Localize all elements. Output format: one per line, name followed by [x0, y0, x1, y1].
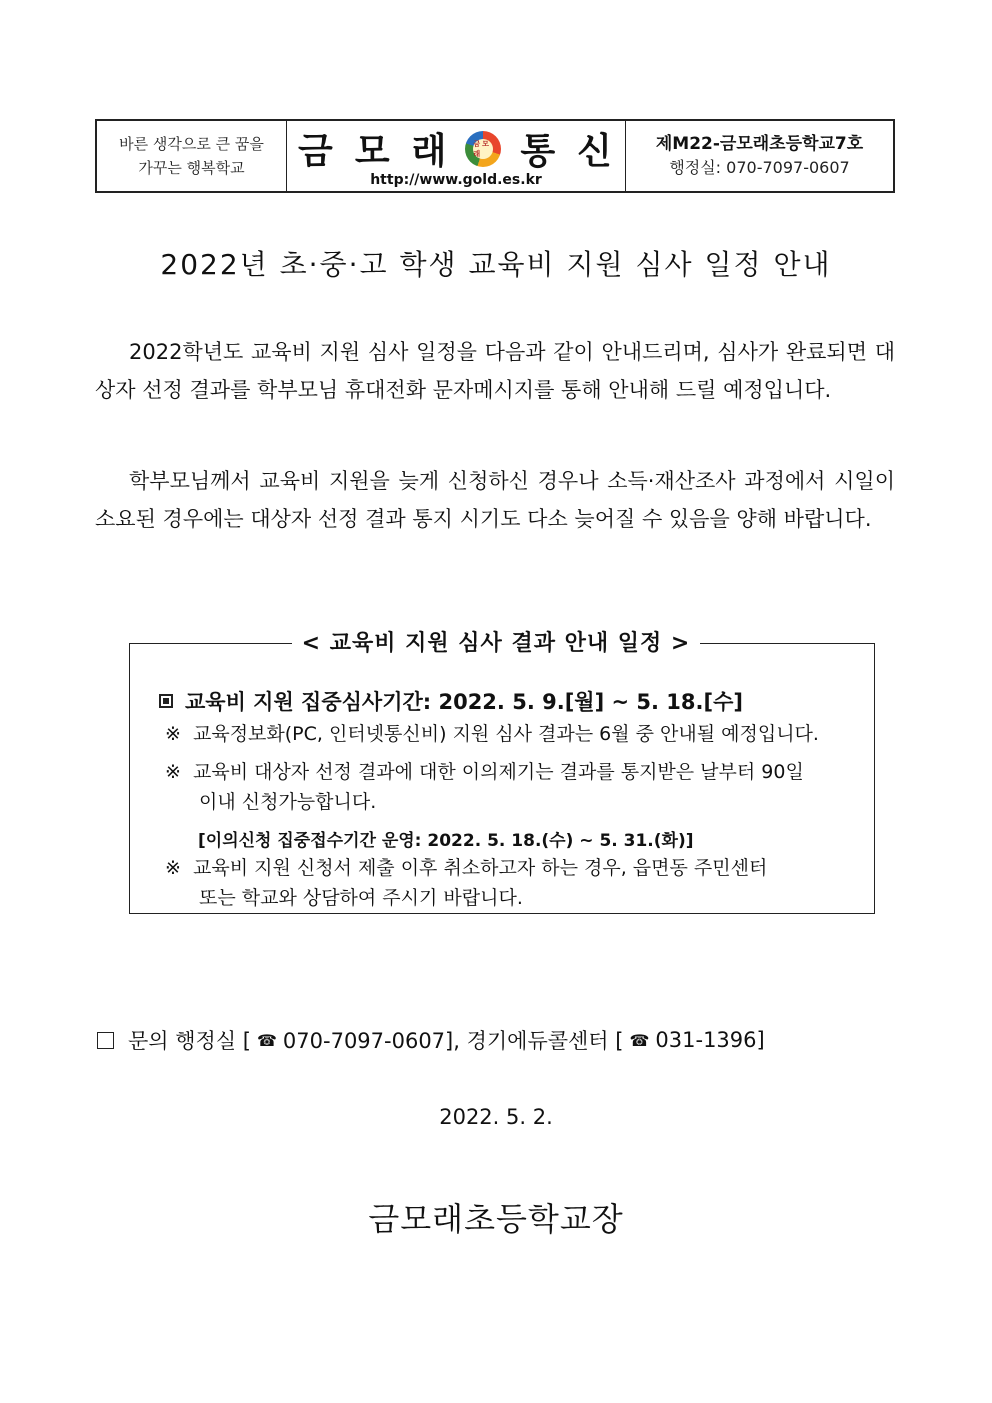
office-phone: 행정실: 070-7097-0607 [669, 158, 850, 177]
contact-phone-1: 070-7097-0607], 경기에듀콜센터 [ [282, 1029, 624, 1053]
masthead-char: 모 [354, 131, 392, 172]
masthead-char: 통 [520, 131, 558, 172]
reference-mark: ※ [165, 723, 181, 745]
note-3-line-2: 또는 학교와 상담하여 주시기 바랍니다. [199, 887, 523, 909]
school-url[interactable]: http://www.gold.es.kr [370, 172, 542, 188]
note-1 [165, 719, 819, 749]
phone-icon: ☎ [256, 1030, 277, 1050]
logo-text: 금모래 [473, 139, 493, 159]
issue-number: 제M22-금모래초등학교7호 [655, 134, 864, 154]
schedule-title [0, 626, 992, 657]
slogan-line-2: 가꾸는 행복학교 [138, 159, 245, 177]
issue-info [626, 121, 893, 191]
contact-label: 문의 행정실 [ [128, 1029, 251, 1053]
slogan-line-1: 바른 생각으로 큰 꿈을 [119, 135, 264, 153]
reference-mark: ※ [165, 857, 181, 879]
note-3-line-1: 교육비 지원 신청서 제출 이후 취소하고자 하는 경우, 읍면동 주민센터 [193, 857, 768, 879]
schedule-title-text: < 교육비 지원 심사 결과 안내 일정 > [292, 631, 701, 656]
masthead-char: 신 [577, 131, 614, 172]
schedule-main-text: 교육비 지원 집중심사기간: 2022. 5. 9.[월] ~ 5. 18.[수] [185, 690, 743, 714]
newsletter-header [95, 119, 895, 193]
paragraph-2-text: 학부모님께서 교육비 지원을 늦게 신청하신 경우나 소득·재산조사 과정에서 시일이 소요된 경우에는 대상자 선정 결과 통지 시기도 다소 늦어질 수 있음을 양해 바랍니다. [95, 469, 895, 531]
note-3 [165, 853, 865, 913]
note-1-text: 교육정보화(PC, 인터넷통신비) 지원 심사 결과는 6월 중 안내될 예정입니다. [193, 723, 819, 745]
reference-mark: ※ [165, 761, 181, 783]
note-2 [165, 757, 865, 817]
contact-line [97, 1025, 765, 1055]
note-2-line-1: 교육비 대상자 선정 결과에 대한 이의제기는 결과를 통지받은 날부터 90일 [193, 761, 804, 783]
phone-icon: ☎ [629, 1030, 650, 1050]
masthead-char: 금 [298, 131, 335, 172]
document-date: 2022. 5. 2. [439, 1105, 553, 1129]
paragraph-1-text: 2022학년도 교육비 지원 심사 일정을 다음과 같이 안내드리며, 심사가 완료되면 대상자 선정 결과를 학부모님 휴대전화 문자메시지를 통해 안내해 드릴 예정입니다. [95, 340, 895, 402]
document-title: 2022년 초·중·고 학생 교육비 지원 심사 일정 안내 [160, 248, 832, 281]
paragraph-2 [95, 462, 895, 538]
filled-square-icon [159, 694, 173, 708]
signer: 금모래초등학교장 [368, 1200, 624, 1238]
school-logo-icon [462, 129, 506, 169]
school-slogan [97, 121, 287, 191]
appeal-period: [이의신청 집중접수기간 운영: 2022. 5. 18.(수) ~ 5. 31.(화)] [198, 831, 694, 851]
masthead-char: 래 [411, 131, 449, 172]
schedule-main-line [159, 686, 743, 716]
paragraph-1 [95, 333, 895, 409]
note-2-line-2: 이내 신청가능합니다. [199, 791, 377, 813]
empty-square-icon [97, 1032, 114, 1049]
contact-phone-2: 031-1396] [655, 1028, 765, 1052]
masthead-title [287, 123, 625, 174]
newsletter-masthead [287, 121, 626, 191]
